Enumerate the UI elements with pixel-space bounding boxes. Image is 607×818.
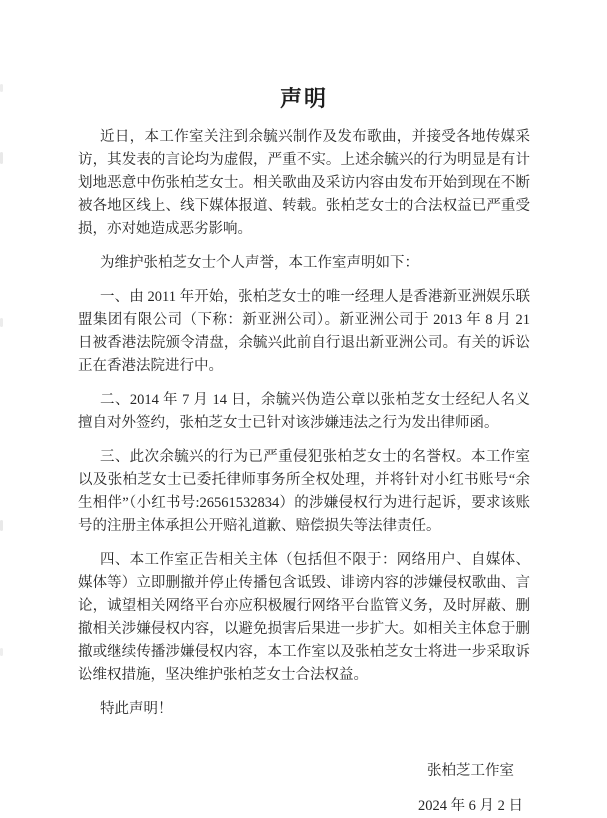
paragraph-intro: 近日，本工作室关注到余毓兴制作及发布歌曲，并接受各地传媒采访，其发表的言论均为虚假，严重不实。上述余毓兴的行为明显是有计划地恶意中伤张柏芝女士。相关歌曲及采访内容由发布开始到现在不断被各地区线上、线下媒体报道、转载。张柏芝女士的合法权益已严重受损，亦对她造成恶劣影响。 (78, 129, 530, 237)
date: 2024 年 6 月 2 日 (417, 798, 524, 814)
paragraph-item-1: 一、由 2011 年开始，张柏芝女士的唯一经理人是香港新亚洲娱乐联盟集团有限公司（下称：新亚洲公司）。新亚洲公司于 2013 年 8 月 21 日被香港法院颁令清盘，余毓兴此前自行退出新亚洲公司。有关的诉讼正在香港法院进行中。 (78, 289, 530, 374)
paragraph-item-2: 二、2014 年 7 月 14 日，余毓兴伪造公章以张柏芝女士经纪人名义擅自对外签约，张柏芝女士已针对该涉嫌违法之行为发出律师函。 (78, 392, 530, 431)
document-title: 声明 (279, 86, 328, 111)
signature: 张柏芝工作室 (427, 763, 514, 779)
paragraph-item-3: 三、此次余毓兴的行为已严重侵犯张柏芝女士的名誉权。本工作室以及张柏芝女士已委托律师事务所全权处理，并将针对小红书账号“余生相伴”（小红书号:26561532834）的涉嫌侵权行为进行起诉，要求该账号的注册主体承担公开赔礼道歉、赔偿损失等法律责任。 (78, 449, 530, 534)
signature-block (378, 760, 563, 818)
paragraph-lead-in: 为维护张柏芝女士个人声誉，本工作室声明如下： (100, 255, 419, 271)
paragraph-item-4: 四、本工作室正告相关主体（包括但不限于：网络用户、自媒体、媒体等）立即删撤并停止传播包含诋毁、诽谤内容的涉嫌侵权歌曲、言论，诚望相关网络平台亦应积极履行网络平台监管义务，及时屏蔽、删撤相关涉嫌侵权内容，以避免损害后果进一步扩大。如相关主体怠于删撤或继续传播涉嫌侵权内容，本工作室以及张柏芝女士将进一步采取诉讼维权措施，坚决维护张柏芝女士合法权益。 (78, 552, 530, 683)
paragraph-closing: 特此声明！ (100, 701, 173, 717)
document-body (78, 126, 530, 721)
